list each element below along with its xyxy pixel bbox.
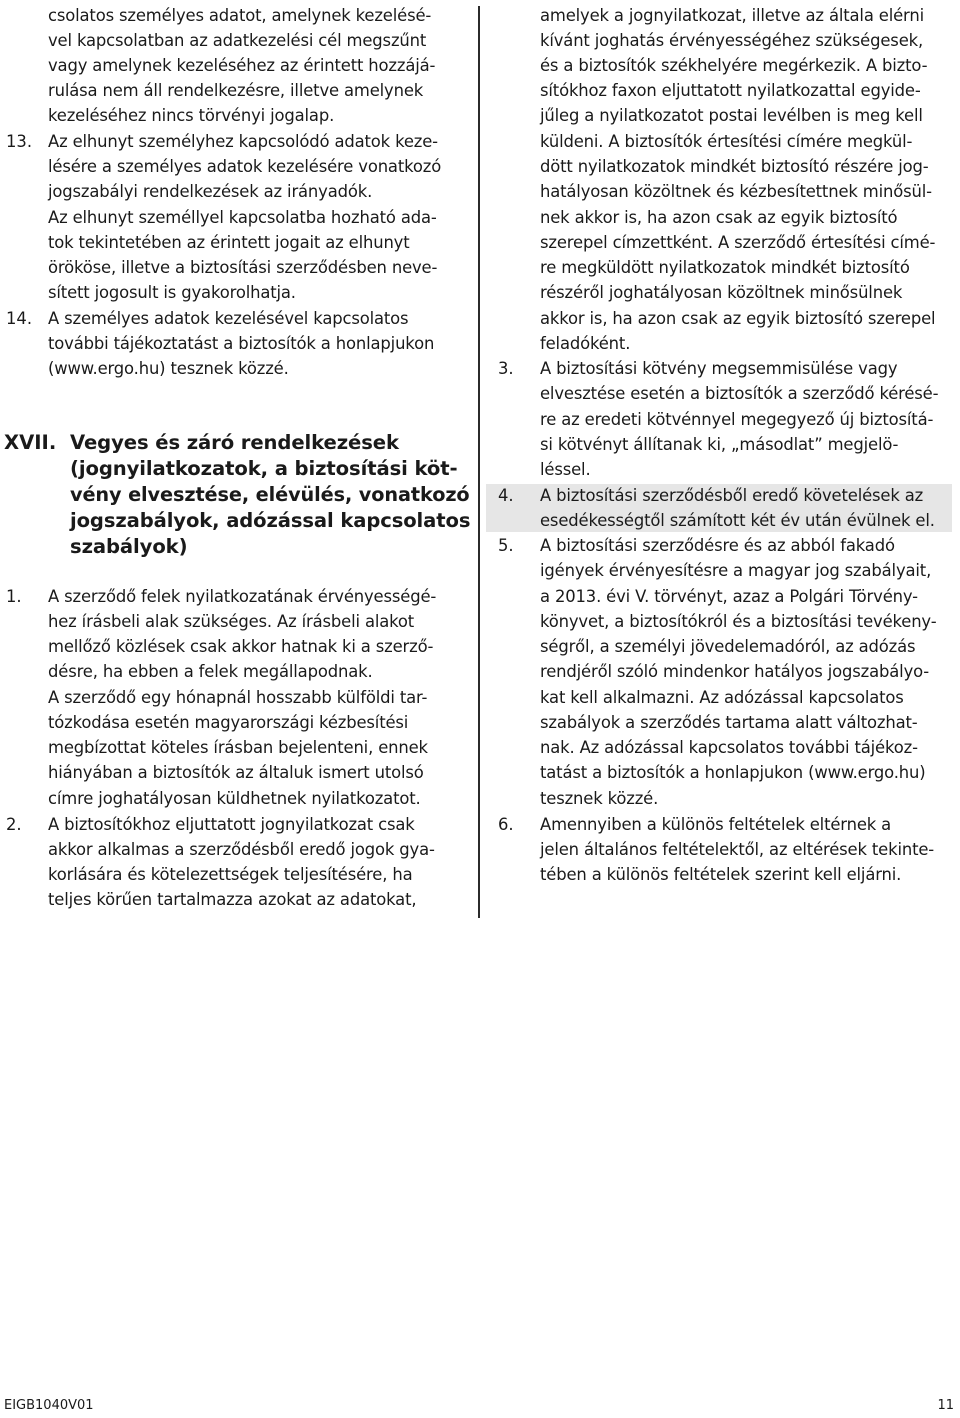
- text-line: A biztosítási szerződésből eredő követelések az: [540, 486, 924, 505]
- text-line: teljes körűen tartalmazza azokat az adatokat,: [48, 890, 417, 909]
- text-line: korlására és kötelezettségek teljesítésére, ha: [48, 865, 413, 884]
- section-title-line: Vegyes és záró rendelkezések: [70, 431, 399, 454]
- text-line: tében a különös feltételek szerint kell eljárni.: [540, 865, 902, 884]
- text-line: részéről joghatályosan közöltnek minősülnek: [540, 283, 903, 302]
- text-line: ségről, a személyi jövedelemadóról, az adózás: [540, 637, 916, 656]
- text-line: rulása nem áll rendelkezésre, illetve amelynek: [48, 81, 424, 100]
- text-line: jűleg a nyilatkozatot postai levélben is meg kell: [540, 106, 923, 125]
- page-number: 11: [937, 1398, 954, 1413]
- text-line: amelyek a jognyilatkozat, illetve az általa elérni: [540, 6, 924, 25]
- text-line: szerepel címzettként. A szerződő értesítési címé-: [540, 233, 936, 252]
- text-line: címre joghatályosan küldhetnek nyilatkozatot.: [48, 789, 421, 808]
- text-line: jelen általános feltételektől, az eltérések tekinte-: [540, 840, 935, 859]
- item-number: 5.: [498, 536, 514, 555]
- item-number: 13.: [6, 132, 33, 151]
- text-line: csolatos személyes adatot, amelynek kezelésé-: [48, 6, 432, 25]
- text-line: A biztosítási kötvény megsemmisülése vagy: [540, 359, 898, 378]
- text-line: re megküldött nyilatkozatok mindkét biztosító: [540, 258, 910, 277]
- text-line: mellőző közlések csak akkor hatnak ki a szerző-: [48, 637, 434, 656]
- text-line: feladóként.: [540, 334, 631, 353]
- text-line: tok tekintetében az érintett jogait az elhunyt: [48, 233, 410, 252]
- section-number: XVII.: [4, 431, 57, 454]
- text-line: tatást a biztosítók a honlapjukon (www.ergo.hu): [540, 763, 926, 782]
- text-line: nek akkor is, ha azon csak az egyik biztosító: [540, 208, 898, 227]
- text-line: további tájékoztatást a biztosítók a honlapjukon: [48, 334, 435, 353]
- text-line: sített jogosult is gyakorolhatja.: [48, 283, 296, 302]
- text-line: tesznek közzé.: [540, 789, 659, 808]
- text-line: Az elhunyt személlyel kapcsolatba hozható ada-: [48, 208, 437, 227]
- text-line: rendjéről szóló mindenkor hatályos jogszabályo-: [540, 662, 930, 681]
- item-number: 4.: [498, 486, 514, 505]
- text-line: kívánt joghatás érvényességéhez szükségesek,: [540, 31, 924, 50]
- text-line: és a biztosítók székhelyére megérkezik. A bizto-: [540, 56, 928, 75]
- text-line: hatályosan közöltnek és kézbesítettnek minősül-: [540, 182, 932, 201]
- item-number: 3.: [498, 359, 514, 378]
- text-line: re az eredeti kötvénnyel megegyező új biztosítá-: [540, 410, 934, 429]
- text-line: désre, ha ebben a felek megállapodnak.: [48, 662, 373, 681]
- item-number: 14.: [6, 309, 33, 328]
- text-line: vagy amelynek kezeléséhez az érintett hozzájá-: [48, 56, 436, 75]
- text-line: nak. Az adózással kapcsolatos további tájékoz-: [540, 738, 918, 757]
- column-divider: [478, 6, 480, 918]
- text-line: (www.ergo.hu) tesznek közzé.: [48, 359, 289, 378]
- item-number: 2.: [6, 815, 22, 834]
- text-line: örököse, illetve a biztosítási szerződésben neve-: [48, 258, 438, 277]
- text-line: A biztosítási szerződésre és az abból fakadó: [540, 536, 895, 555]
- text-line: si kötvényt állítanak ki, „másodlat” megjelö-: [540, 435, 899, 454]
- item-number: 1.: [6, 587, 22, 606]
- text-line: elvesztése esetén a biztosítók a szerződő kérésé-: [540, 384, 939, 403]
- text-line: küldeni. A biztosítók értesítési címére megkül-: [540, 132, 913, 151]
- text-line: A biztosítókhoz eljuttatott jognyilatkozat csak: [48, 815, 415, 834]
- text-line: dött nyilatkozatok mindkét biztosító részére jog-: [540, 157, 929, 176]
- section-title-line: jogszabályok, adózással kapcsolatos: [70, 509, 471, 532]
- text-line: hiányában a biztosítók az általuk ismert utolsó: [48, 763, 424, 782]
- text-line: A személyes adatok kezelésével kapcsolatos: [48, 309, 409, 328]
- text-line: sítókhoz faxon eljuttatott nyilatkozattal egyide-: [540, 81, 921, 100]
- text-line: vel kapcsolatban az adatkezelési cél megszűnt: [48, 31, 427, 50]
- item-number: 6.: [498, 815, 514, 834]
- text-line: A szerződő egy hónapnál hosszabb külföldi tar-: [48, 688, 428, 707]
- text-line: könyvet, a biztosítókról és a biztosítási tevékeny-: [540, 612, 937, 631]
- text-line: léssel.: [540, 460, 591, 479]
- section-title-line: vény elvesztése, elévülés, vonatkozó: [70, 483, 470, 506]
- text-line: kezeléséhez nincs törvényi jogalap.: [48, 106, 335, 125]
- text-line: a 2013. évi V. törvényt, azaz a Polgári Törvény-: [540, 587, 918, 606]
- text-line: tózkodása esetén magyarországi kézbesítési: [48, 713, 409, 732]
- text-line: megbízottat köteles írásban bejelenteni, ennek: [48, 738, 428, 757]
- text-line: jogszabályi rendelkezések az irányadók.: [48, 182, 373, 201]
- text-line: Az elhunyt személyhez kapcsolódó adatok keze-: [48, 132, 438, 151]
- text-line: A szerződő felek nyilatkozatának érvényességé-: [48, 587, 437, 606]
- text-line: kat kell alkalmazni. Az adózással kapcsolatos: [540, 688, 904, 707]
- text-line: szabályok a szerződés tartama alatt változhat-: [540, 713, 918, 732]
- section-title-line: szabályok): [70, 535, 188, 558]
- text-line: Amennyiben a különös feltételek eltérnek a: [540, 815, 892, 834]
- document-code: EIGB1040V01: [4, 1398, 94, 1413]
- text-line: hez írásbeli alak szükséges. Az írásbeli alakot: [48, 612, 415, 631]
- text-line: akkor alkalmas a szerződésből eredő jogok gya-: [48, 840, 435, 859]
- section-title-line: (jognyilatkozatok, a biztosítási köt-: [70, 457, 458, 480]
- text-line: akkor is, ha azon csak az egyik biztosító szerepel: [540, 309, 936, 328]
- text-line: esedékességtől számított két év után évülnek el.: [540, 511, 935, 530]
- text-line: igények érvényesítésre a magyar jog szabályait,: [540, 561, 932, 580]
- text-line: lésére a személyes adatok kezelésére vonatkozó: [48, 157, 442, 176]
